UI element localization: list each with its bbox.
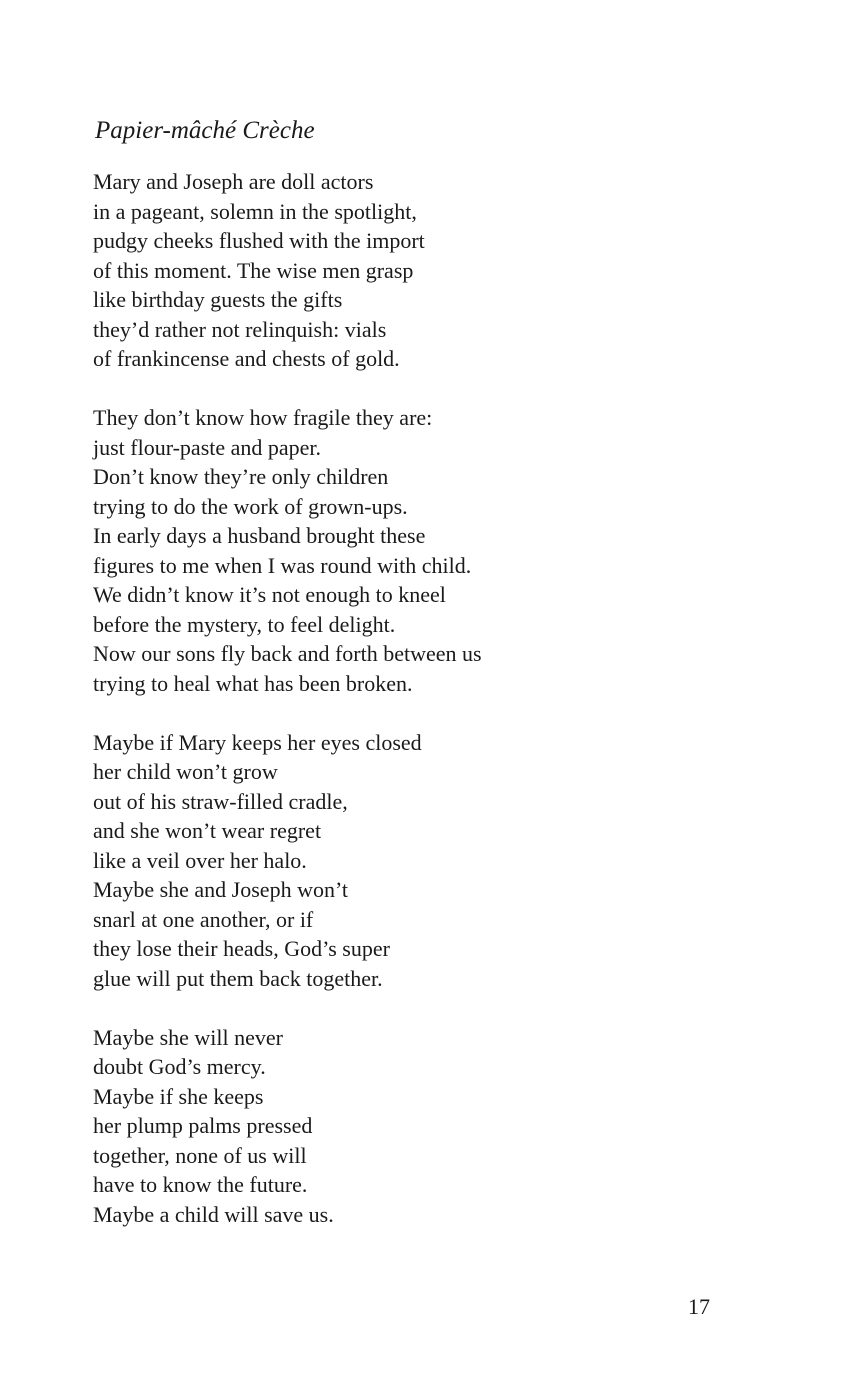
poem-line: her plump palms pressed [93,1113,313,1138]
poem-line: glue will put them back together. [93,965,383,991]
poem-line: of frankincense and chests of gold. [93,346,400,371]
stanza [93,1023,482,1230]
poem-line: Maybe if she keeps [93,1083,264,1109]
poem-body [93,167,482,1259]
poem-line: her child won’t grow [93,759,278,784]
poem-line: Now our sons fly back and forth between us [93,641,482,666]
poem-line: figures to me when I was round with child. [93,552,472,578]
poem-line: Maybe she and Joseph won’t [93,877,348,902]
poem-line: snarl at one another, or if [93,906,314,932]
poem-title: Papier-mâché Crèche [95,117,315,144]
poem-line: Don’t know they’re only children [93,464,389,489]
poem-line: In early days a husband brought these [93,523,426,548]
poem-line: Maybe she will never [93,1024,283,1050]
poem-line: have to know the future. [93,1172,308,1197]
poem-line: Maybe if Mary keeps her eyes closed [93,729,422,755]
poem-line: just flour-paste and paper. [93,434,322,460]
poem-line: We didn’t know it’s not enough to kneel [93,582,446,607]
poem-line: pudgy cheeks flushed with the import [93,228,425,253]
poem-line: they’d rather not relinquish: vials [93,316,387,342]
page-number: 17 [688,1294,710,1319]
poem-line: together, none of us will [93,1142,307,1168]
poem-line: out of his straw-filled cradle, [93,788,348,814]
stanza [93,403,482,698]
poem-line: They don’t know how fragile they are: [93,405,433,430]
poem-line: and she won’t wear regret [93,818,322,843]
poem-line: Maybe a child will save us. [93,1201,334,1227]
poem-line: like a veil over her halo. [93,847,307,873]
poem-line: of this moment. The wise men grasp [93,257,414,283]
poem-line: before the mystery, to feel delight. [93,611,396,637]
poem-line: they lose their heads, God’s super [93,936,390,961]
stanza [93,728,482,994]
poem-line: like birthday guests the gifts [93,287,343,312]
stanza [93,167,482,374]
poem-line: doubt God’s mercy. [93,1054,266,1079]
poem-line: trying to do the work of grown-ups. [93,493,408,519]
poem-line: Mary and Joseph are doll actors [93,169,374,194]
poem-line: in a pageant, solemn in the spotlight, [93,198,417,224]
poem-line: trying to heal what has been broken. [93,670,413,696]
